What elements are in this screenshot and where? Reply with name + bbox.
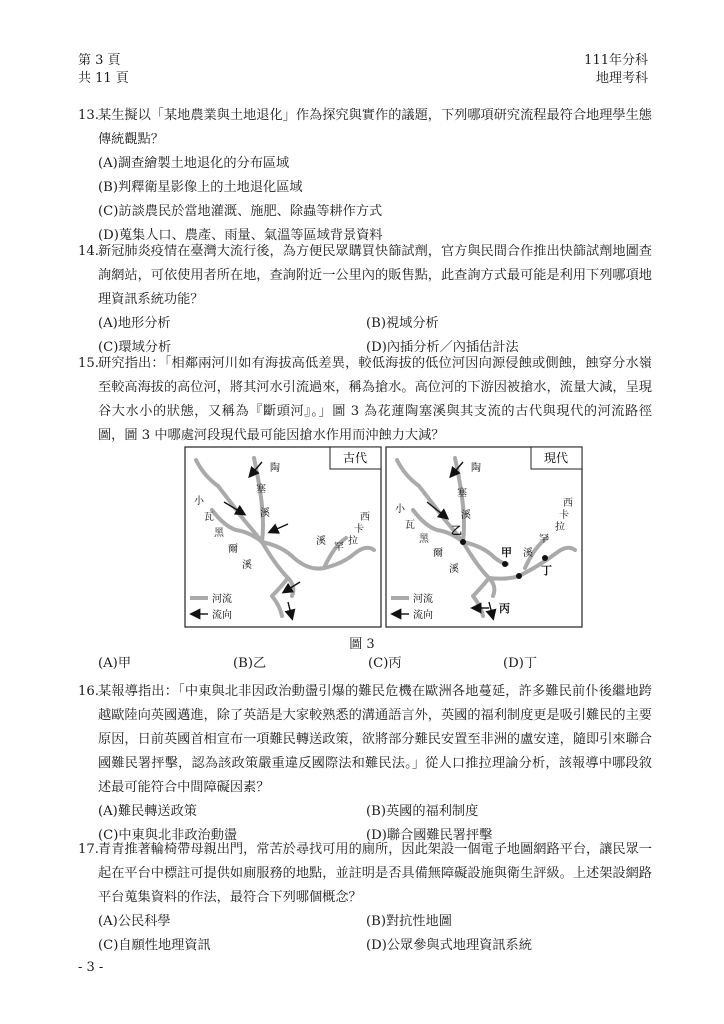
subject-label: 地理考科: [595, 71, 648, 86]
svg-text:罕: 罕: [334, 542, 344, 553]
svg-text:黑: 黑: [214, 528, 224, 539]
svg-text:塞: 塞: [256, 484, 266, 495]
legend-flow-label: 流向: [212, 610, 232, 621]
svg-text:溪: 溪: [461, 510, 471, 521]
question-number: 13.: [78, 108, 99, 123]
option-d[interactable]: (D)蒐集人口、農產、雨量、氣溫等區域背景資料: [98, 228, 383, 243]
svg-text:溪: 溪: [316, 536, 326, 547]
total-pages-label: 共 11 頁: [78, 71, 129, 86]
exam-year-label: 111年分科: [584, 53, 648, 68]
option-d[interactable]: (D)公眾參與式地理資訊系統: [366, 938, 532, 953]
option-b[interactable]: (B)英國的福利制度: [366, 804, 479, 819]
question-number: 15.: [78, 356, 99, 371]
question-17: [78, 838, 652, 958]
page-number-label: 第 3 頁: [78, 53, 121, 68]
svg-text:西: 西: [563, 498, 573, 509]
option-d[interactable]: (D)聯合國難民署抨擊: [366, 828, 493, 843]
figure-3-river-map: [184, 446, 584, 628]
point-jia: 甲: [501, 546, 512, 559]
legend-river-label: 河流: [212, 594, 232, 605]
option-a[interactable]: (A)難民轉送政策: [98, 804, 197, 819]
svg-text:西: 西: [360, 512, 370, 523]
page-footer-number: - 3 -: [78, 960, 104, 975]
question-stem: 新冠肺炎疫情在臺灣大流行後，為方便民眾購買快篩試劑，官方與民間合作推出快篩試劑地圖查詢網站，可依使用者所在地，查詢附近一公里內的販售點，此查詢方式最可能是利用下列哪項地理資訊系統功能？: [98, 244, 652, 307]
question-number: 16.: [78, 684, 99, 699]
ancient-map-panel: [185, 447, 381, 627]
svg-text:瓦: 瓦: [204, 512, 214, 523]
question-14: [78, 240, 652, 360]
modern-map-panel: [386, 447, 582, 627]
svg-text:溪: 溪: [449, 564, 459, 575]
option-b[interactable]: (B)乙: [233, 656, 267, 671]
question-number: 14.: [78, 244, 99, 259]
page-header-right: [584, 52, 648, 88]
options-list: [98, 910, 652, 958]
svg-text:黑: 黑: [419, 534, 429, 545]
option-b[interactable]: (B)對抗性地圖: [366, 914, 452, 929]
figure-caption: 圖 3: [349, 637, 375, 652]
option-a[interactable]: (A)甲: [98, 656, 132, 671]
option-b[interactable]: (B)視域分析: [366, 316, 439, 331]
question-16: [78, 680, 652, 848]
option-c[interactable]: (C)訪談農民於當地灌溉、施肥、除蟲等耕作方式: [98, 204, 383, 219]
option-c[interactable]: (C)丙: [368, 656, 402, 671]
svg-text:瓦: 瓦: [405, 520, 415, 531]
option-b[interactable]: (B)判釋衛星影像上的土地退化區域: [98, 180, 303, 195]
svg-text:溪: 溪: [260, 508, 270, 519]
option-a[interactable]: (A)公民科學: [98, 914, 171, 929]
question-stem: 某生擬以「某地農業與土地退化」作為探究與實作的議題，下列哪項研究流程最符合地理學生態傳統觀點？: [98, 108, 652, 147]
svg-text:罕: 罕: [539, 534, 549, 545]
question-stem: 某報導指出：「中東與北非因政治動盪引爆的難民危機在歐洲各地蔓延，許多難民前仆後繼地跨越歐陸向英國邁進，除了英語是大家較熟悉的溝通語言外，英國的福利制度更是吸引難民的主要原因，日前英國首相宣布一項難民轉送政策，欲將部分難民安置至非洲的盧安達，隨即引來聯合國難民署抨擊，認為該政策嚴重違反國際法和難民法。」從人口推拉理論分析，該報導中哪段敘述最可能符合中間障礙因素？: [98, 684, 652, 795]
page-header-left: [78, 52, 129, 88]
svg-text:溪: 溪: [523, 548, 533, 559]
svg-text:溪: 溪: [242, 560, 252, 571]
question-number: 17.: [78, 842, 99, 857]
option-c[interactable]: (C)中東與北非政治動盪: [98, 828, 238, 843]
option-a[interactable]: (A)調查繪製土地退化的分布區域: [98, 156, 290, 171]
svg-text:卡: 卡: [354, 524, 364, 535]
option-c[interactable]: (C)自願性地理資訊: [98, 938, 211, 953]
point-ding: 丁: [541, 564, 552, 577]
question-15: [78, 352, 652, 448]
svg-text:卡: 卡: [559, 510, 569, 521]
option-a[interactable]: (A)地形分析: [98, 316, 171, 331]
svg-text:爾: 爾: [433, 548, 443, 559]
svg-text:拉: 拉: [555, 522, 565, 533]
svg-text:小: 小: [194, 496, 204, 507]
legend-river-label: 河流: [413, 594, 433, 605]
point-yi: 乙: [451, 524, 462, 537]
svg-text:塞: 塞: [457, 488, 467, 499]
question-stem: 研究指出：「相鄰兩河川如有海拔高低差異，較低海拔的低位河因向源侵蝕或側蝕，蝕穿分水嶺至較高海拔的高位河，將其河水引流過來，稱為搶水。高位河的下游因被搶水，流量大減，呈現谷大水小的狀態，又稱為『斷頭河』。」圖 3 為花蓮陶塞溪與其支流的古代與現代的河流路徑圖，圖 3 中哪處河段現代最可能因搶水作用而沖蝕力大減？: [98, 356, 652, 443]
option-d[interactable]: (D)丁: [503, 656, 538, 671]
svg-text:拉: 拉: [348, 536, 358, 547]
svg-text:小: 小: [395, 504, 405, 515]
svg-text:陶: 陶: [270, 463, 280, 474]
svg-text:陶: 陶: [471, 463, 481, 474]
panel-title: 現代: [543, 451, 569, 465]
point-bing: 丙: [499, 602, 510, 615]
question-15-options: [78, 652, 652, 676]
option-c[interactable]: (C)環域分析: [98, 340, 172, 355]
question-13: [78, 104, 652, 248]
option-d[interactable]: (D)內插分析／內插估計法: [366, 340, 519, 355]
svg-text:爾: 爾: [228, 544, 238, 555]
options-list: [98, 152, 652, 248]
question-stem: 青青推著輪椅帶母親出門，常苦於尋找可用的廁所，因此架設一個電子地圖網路平台，讓民眾一起在平台中標註可提供如廁服務的地點，並註明是否具備無障礙設施與衛生評級。上述架設網路平台蒐集資料的作法，最符合下列哪個概念？: [98, 842, 652, 905]
options-list: [98, 652, 652, 676]
panel-title: 古代: [342, 451, 368, 465]
legend-flow-label: 流向: [413, 610, 433, 621]
